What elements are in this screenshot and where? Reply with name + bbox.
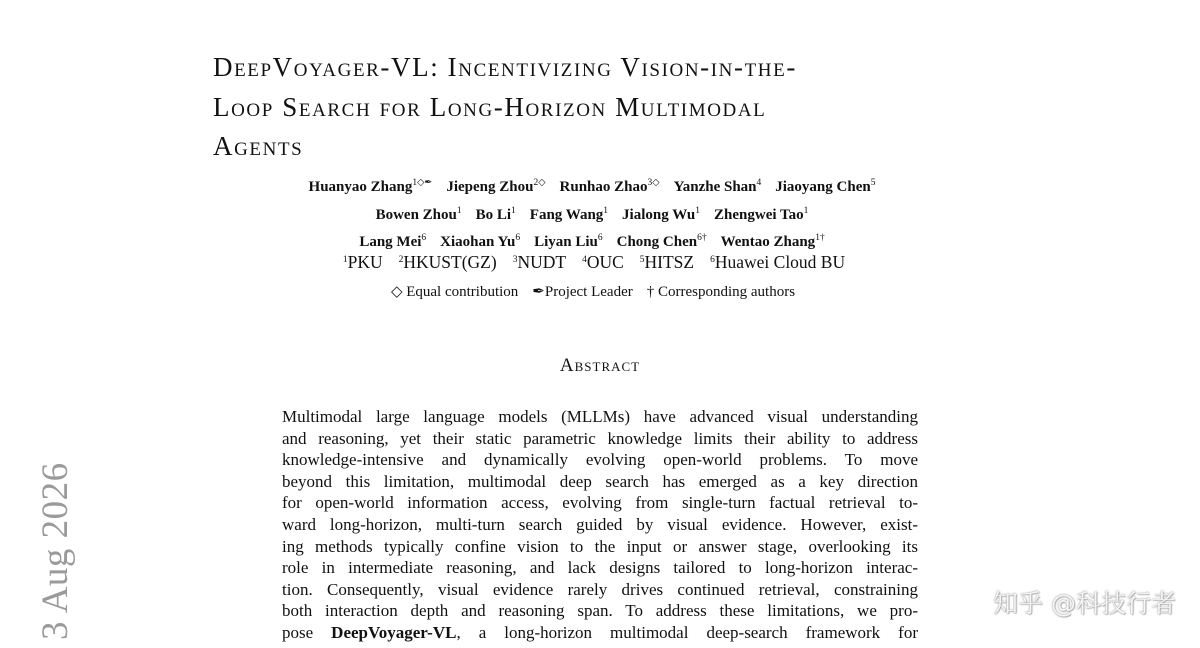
author-affiliation-mark: 1 [695, 205, 701, 216]
author-name: Yanzhe Shan$^4$ [673, 178, 762, 195]
author-note: ◇ Equal contribution [390, 284, 519, 300]
author-name: Lang Mei$^6$ [359, 233, 427, 250]
author-affiliation-mark: 6 [597, 233, 603, 243]
author-name: Runhao Zhao$^{3◇}$ [559, 178, 660, 195]
method-name: DeepVoyager-VL [331, 622, 457, 642]
affiliation: $^3$NUDT [512, 252, 567, 272]
author-name: Huanyao Zhang$^{1◇✒}$ [308, 178, 433, 195]
author-note: † Corresponding authors [646, 284, 796, 300]
author-name: Jialong Wu$^1$ [622, 205, 701, 223]
author-affiliation-mark: 1 [803, 205, 809, 216]
author-affiliation-mark: 3◇ [647, 178, 660, 188]
author-name: Bo Li$^1$ [475, 205, 516, 223]
affiliation: $^5$HITSZ [639, 252, 695, 272]
author-name: Jiaoyang Chen$^5$ [775, 178, 876, 195]
affiliation: $^1$PKU [342, 252, 383, 272]
author-name: Liyan Liu$^6$ [534, 233, 603, 250]
author-affiliation-mark: 1 [456, 205, 462, 216]
affiliation: $^6$Huawei Cloud BU [710, 252, 846, 272]
title-line: Loop Search for Long-Horizon Multimodal [213, 91, 767, 122]
paper-title [213, 48, 1003, 167]
abstract-line: beyond this limitation, multimodal deep search has emerged as a key direction [282, 471, 918, 491]
abstract-line: for open-world information access, evolving from single-turn factual retrieval to- [282, 493, 918, 513]
author-list [0, 172, 1184, 255]
author-name: Fang Wang$^1$ [529, 205, 609, 223]
author-line [0, 200, 1184, 228]
author-affiliation-mark: 6 [421, 233, 427, 243]
affiliation-list [0, 248, 1188, 274]
abstract-line: ward long-horizon, multi-turn search guided by visual evidence. However, exist- [282, 514, 918, 534]
author-affiliation-mark: 1 [603, 205, 609, 216]
author-name: Bowen Zhou$^1$ [375, 205, 462, 223]
affiliation: $^4$OUC [582, 252, 624, 272]
author-affiliation-mark: 4 [756, 178, 762, 188]
abstract-line: and reasoning, yet their static parametric knowledge limits their ability to address [282, 428, 918, 448]
author-name: Wentao Zhang$^{1\dagger}$ [720, 233, 825, 250]
author-name: Chong Chen$^{6\dagger}$ [616, 233, 707, 250]
author-affiliation-mark: 6 [515, 233, 521, 243]
abstract-line: role in intermediate reasoning, and lack designs tailored to long-horizon interac- [282, 558, 918, 578]
watermark: 知乎 @科技行者 [993, 589, 1176, 618]
affiliation: $^2$HKUST(GZ) [398, 252, 497, 272]
author-notes [0, 281, 1186, 303]
author-line [0, 172, 1184, 200]
author-affiliation-mark: 1† [815, 233, 825, 243]
author-name: Jiepeng Zhou$^{2◇}$ [446, 178, 546, 195]
author-affiliation-mark: 1◇✒ [412, 178, 433, 188]
author-note: ✒Project Leader [532, 284, 633, 300]
title-line: Agents [213, 131, 304, 161]
title-line: DeepVoyager-VL: Incentivizing Vision-in-the- [213, 52, 797, 82]
author-affiliation-mark: 2◇ [533, 178, 546, 188]
abstract-heading: Abstract [559, 355, 641, 376]
author-name: Xiaohan Yu$^6$ [440, 233, 521, 250]
arxiv-side-date: 3 Aug 2026 [35, 462, 76, 640]
author-name: Zhengwei Tao$^1$ [714, 205, 809, 223]
abstract-line: Multimodal large language models (MLLMs) have advanced visual understanding [282, 407, 918, 426]
abstract-line: pose DeepVoyager-VL, a long-horizon multimodal deep-search framework for [282, 622, 918, 642]
author-affiliation-mark: 6† [697, 233, 707, 243]
abstract-line: tion. Consequently, visual evidence rarely drives continued retrieval, constraining [282, 579, 918, 599]
abstract-line: ing methods typically confine vision to the input or answer stage, overlooking its [282, 536, 918, 556]
author-affiliation-mark: 1 [511, 205, 516, 216]
author-affiliation-mark: 5 [870, 178, 876, 188]
abstract-line: both interaction depth and reasoning span. To address these limitations, we pro- [282, 601, 918, 621]
abstract-body [282, 406, 918, 644]
abstract-line: knowledge-intensive and dynamically evolving open-world problems. To move [282, 450, 918, 470]
